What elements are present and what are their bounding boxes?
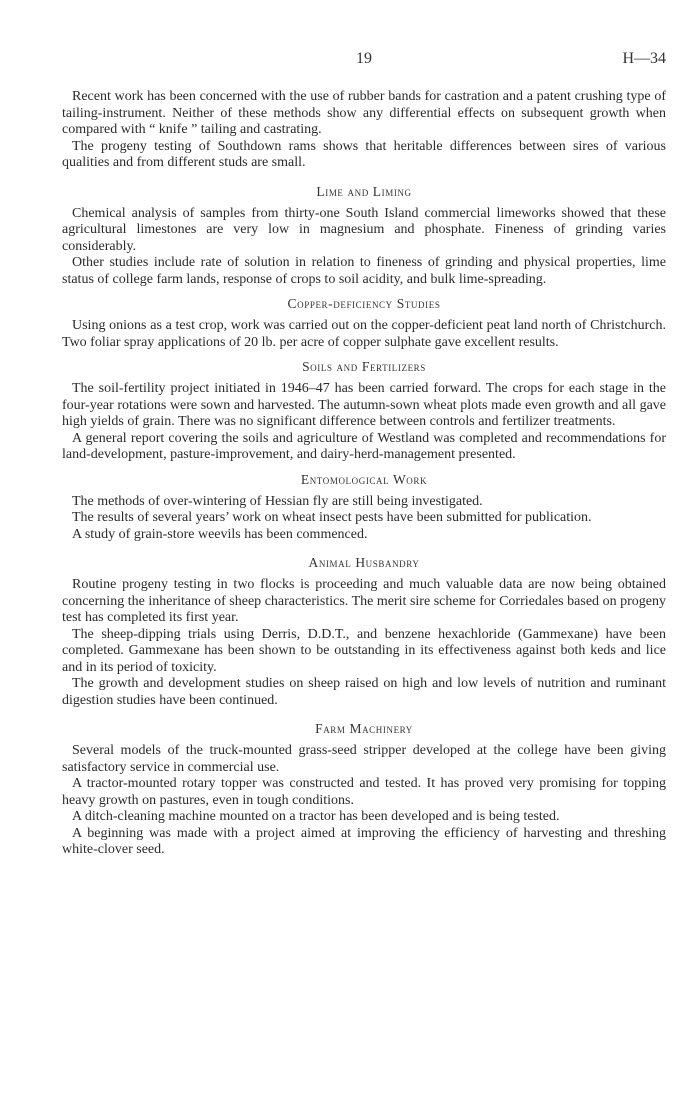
page-header [62,50,666,72]
paragraph: Routine progeny testing in two flocks is proceeding and much valuable data are now being obtained concerning the inheritance of sheep characteristics. The merit sire scheme for Corriedales based on progeny test has completed its first year. [62,577,666,625]
section-lime-and-liming [62,184,666,289]
section-heading: Soils and Fertilizers [302,359,426,374]
document-page [62,50,666,859]
paragraph: Recent work has been concerned with the use of rubber bands for castration and a patent crushing type of tailing-instrument. Neither of these methods show any differential effects on subsequent growth when compared with “ knife ” tailing and castrating. [62,89,666,137]
paragraph: A general report covering the soils and agriculture of Westland was completed and recommendations for land-development, pasture-improvement, and dairy-herd-management presented. [62,430,666,462]
document-reference: H—34 [622,50,666,67]
section-farm-machinery [62,721,666,859]
paragraph: The sheep-dipping trials using Derris, D.D.T., and benzene hexachloride (Gammexane) have been completed. Gammexane has been shown to be outstanding in its effectiveness against both keds and lice and in its period of toxicity. [62,626,666,675]
paragraph: The methods of over-wintering of Hessian fly are still being investigated. [72,493,483,509]
paragraph: A tractor-mounted rotary topper was constructed and tested. It has proved very promising for topping heavy growth on pastures, even in tough conditions. [62,776,666,808]
paragraph: Other studies include rate of solution in relation to fineness of grinding and physical properties, lime status of college farm lands, response of crops to soil acidity, and bulk lime-spreading. [62,255,666,287]
section-heading: Lime and Liming [316,183,412,199]
section-soils-and-fertilizers [62,359,666,464]
paragraph: Several models of the truck-mounted grass-seed stripper developed at the college have been giving satisfactory service in commercial use. [62,743,666,775]
section-heading: Farm Machinery [315,721,413,736]
paragraph: Chemical analysis of samples from thirty-one South Island commercial limeworks showed that these agricultural limestones are very low in magnesium and phosphate. Fineness of grinding varies considerably. [62,205,666,254]
section-intro [62,89,666,172]
paragraph: A study of grain-store weevils has been commenced. [72,526,368,542]
section-copper-deficiency [62,296,666,351]
paragraph: A ditch-cleaning machine mounted on a tractor has been developed and is being tested. [72,809,560,824]
section-animal-husbandry [62,555,666,709]
page-number: 19 [356,50,372,67]
section-entomological-work [62,472,666,544]
section-heading: Animal Husbandry [308,555,420,570]
paragraph: A beginning was made with a project aimed at improving the efficiency of harvesting and threshing white-clover seed. [62,825,666,857]
paragraph: The progeny testing of Southdown rams shows that heritable differences between sires of various qualities and from different studs are small. [62,138,666,170]
paragraph: The growth and development studies on sheep raised on high and low levels of nutrition and ruminant digestion studies have been continued. [62,676,666,708]
paragraph: The results of several years’ work on wheat insect pests have been submitted for publication. [72,510,592,525]
paragraph: Using onions as a test crop, work was carried out on the copper-deficient peat land north of Christchurch. Two foliar spray applications of 20 lb. per acre of copper sulphate gave excellent results. [62,318,666,350]
paragraph: The soil-fertility project initiated in 1946–47 has been carried forward. The crops for each stage in the four-year rotations were sown and harvested. The autumn-sown wheat plots made even growth and all gave high yields of grain. There was no significant difference between controls and fertilizer treatments. [62,381,666,429]
section-heading: Copper-deficiency Studies [287,296,441,311]
section-heading: Entomological Work [300,471,428,487]
